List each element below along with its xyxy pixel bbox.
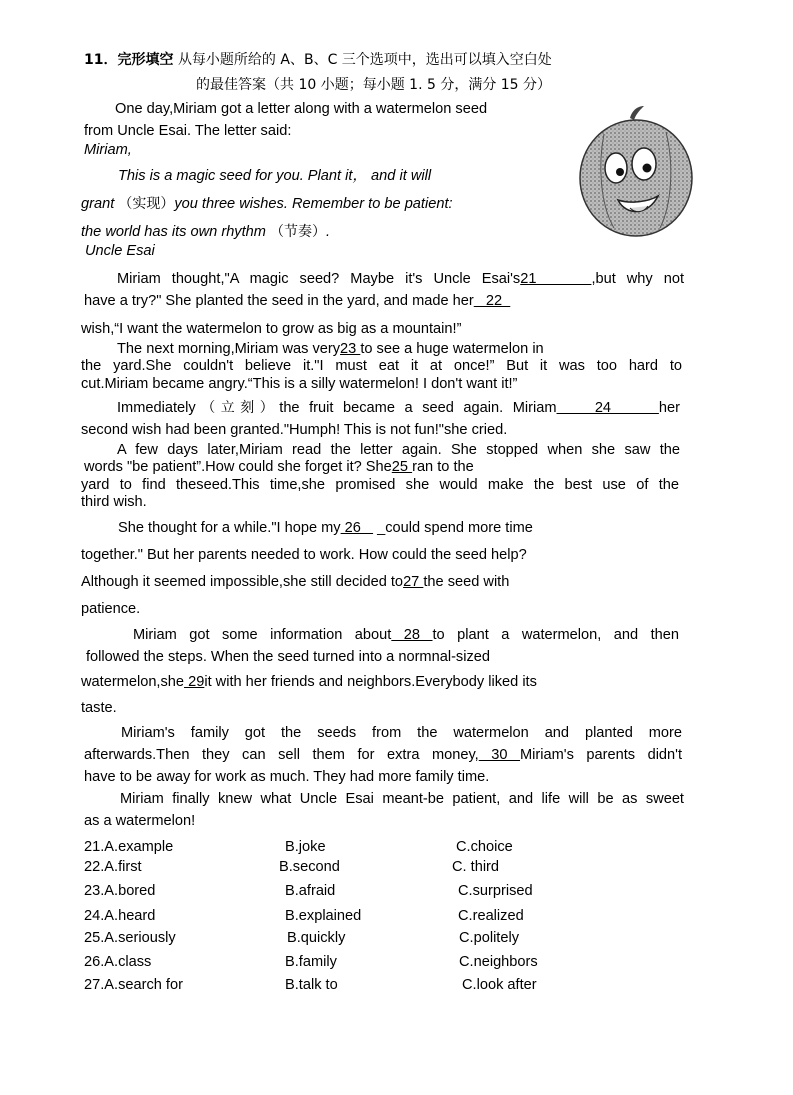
passage-line: Miriam finally knew what Uncle Esai meant-be patient, and life will be as sweet: [120, 791, 684, 807]
option-a: 21.A.example: [84, 839, 174, 855]
question-number: 11．完形填空: [84, 52, 174, 68]
option-a: 25.A.seriously: [84, 930, 176, 946]
passage-line: the yard.She couldn't believe it."I must eat it at once!” But it was too hard to: [81, 358, 682, 374]
passage-line: together." But her parents needed to work. How could the seed help?: [81, 547, 527, 563]
option-b: B.joke: [285, 839, 326, 855]
passage-line: The next morning,Miriam was very23 to see a huge watermelon in: [117, 341, 544, 357]
option-a: 24.A.heard: [84, 908, 156, 924]
passage-line: Miriam got some information about 28 to plant a watermelon, and then: [133, 627, 680, 643]
passage-line: watermelon,she 29it with her friends and neighbors.Everybody liked its: [81, 674, 537, 690]
option-a: 26.A.class: [84, 954, 152, 970]
letter-signature: Uncle Esai: [85, 243, 155, 259]
passage-line: yard to find theseed.This time,she promised she would make the best use of the: [81, 477, 679, 493]
blank-21: 21: [520, 271, 592, 287]
option-b: B.quickly: [287, 930, 346, 946]
passage-line: have to be away for work as much. They had more family time.: [84, 769, 490, 785]
passage-line: taste.: [81, 700, 117, 716]
option-a: 27.A.search for: [84, 977, 183, 993]
passage-line: One day,Miriam got a letter along with a watermelon seed: [115, 101, 488, 117]
option-b: B.talk to: [285, 977, 338, 993]
option-b: B.second: [279, 859, 340, 875]
letter-line: grant （实现）you three wishes. Remember to be patient:: [81, 196, 453, 212]
letter-line: the world has its own rhythm （节奏）.: [81, 224, 331, 240]
passage-line: Although it seemed impossible,she still decided to27 the seed with: [81, 574, 510, 590]
passage-line: have a try?" She planted the seed in the yard, and made her 22: [84, 293, 511, 309]
passage-line: cut.Miriam became angry.“This is a silly watermelon! I don't want it!”: [81, 376, 518, 392]
option-c: C.realized: [458, 908, 524, 924]
option-c: C.surprised: [458, 883, 533, 899]
blank-30: 30: [478, 747, 521, 763]
option-b: B.family: [285, 954, 337, 970]
option-c: C.choice: [456, 839, 513, 855]
question-instruction: 从每小题所给的 A、B、C 三个选项中，选出可以填入空白处: [177, 52, 552, 68]
option-c: C.neighbors: [459, 954, 538, 970]
blank-23: 23: [340, 341, 361, 357]
blank-22: 22: [473, 293, 511, 309]
option-c: C.look after: [462, 977, 537, 993]
passage-line: from Uncle Esai. The letter said:: [84, 123, 292, 139]
letter-line: This is a magic seed for you. Plant it， and it will: [118, 168, 432, 184]
option-a: 23.A.bored: [84, 883, 156, 899]
passage-line: followed the steps. When the seed turned into a normnal-sized: [86, 649, 490, 665]
passage-line: wish,“I want the watermelon to grow as big as a mountain!”: [81, 321, 462, 337]
passage-line: Miriam's family got the seeds from the watermelon and planted more: [121, 725, 682, 741]
blank-29: 29: [184, 674, 205, 690]
option-b: B.explained: [285, 908, 362, 924]
question-header-line-1: [84, 51, 552, 69]
passage-line: afterwards.Then they can sell them for extra money, 30 Miriam's parents didn't: [84, 747, 683, 763]
question-header-line-2: 的最佳答案（共 10 小题；每小题 1. 5 分，满分 15 分）: [196, 77, 552, 93]
blank-25: 25: [391, 459, 413, 475]
option-a: 22.A.first: [84, 859, 142, 875]
passage-line: words "be patient”.How could she forget it? She25 ran to the: [84, 459, 474, 475]
passage-line: Immediately（立刻）the fruit became a seed again. Miriam 24 her: [117, 400, 680, 416]
letter-salutation: Miriam,: [84, 142, 132, 158]
passage-line: Miriam thought,"A magic seed? Maybe it's Uncle Esai's21 ,but why not: [117, 271, 685, 287]
watermelon-illustration: [574, 104, 698, 238]
blank-24: 24: [556, 400, 659, 416]
option-c: C. third: [452, 859, 500, 875]
passage-line: second wish had been granted."Humph! This is not fun!"she cried.: [81, 422, 508, 438]
blank-26: 26: [340, 520, 374, 536]
passage-line: A few days later,Miriam read the letter again. She stopped when she saw the: [117, 442, 680, 458]
passage-line: third wish.: [81, 494, 147, 510]
passage-line: She thought for a while."I hope my 26 _could spend more time: [118, 520, 533, 536]
passage-line: patience.: [81, 601, 141, 617]
option-c: C.politely: [459, 930, 520, 946]
blank-27: 27: [403, 574, 424, 590]
option-b: B.afraid: [285, 883, 336, 899]
passage-line: as a watermelon!: [84, 813, 196, 829]
blank-28: 28: [391, 627, 433, 643]
